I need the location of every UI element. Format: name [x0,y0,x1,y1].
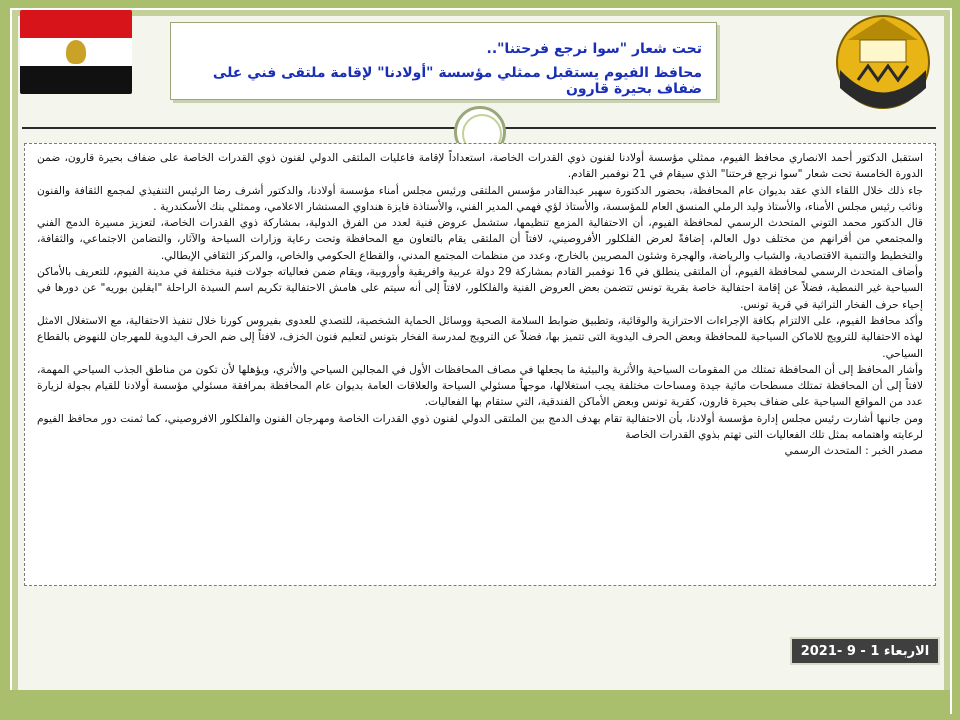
article-paragraph: وأضاف المتحدث الرسمي لمحافظة الفيوم، أن الملتقى ينطلق في 16 نوفمبر القادم بمشاركة 29 دولة عربية وافريقية وأوروبية، ويقام ضمن فعالياته جولات فنية مختلفة في مدينة الفيوم، للتعريف بالأماكن السياحية غير النمطية، فضلاً عن إقامة احتفالية خاصة بقرية تونس تتضمن بعض العروض الفنية والفلكلور، لافتاً إلى أنه سيتم على هامش الاحتفالية تكريم اسم السيدة الراحلة "ايفلين بوريه" عن دورها في إحياء حرف الفخار التراثية في قرية تونس. [37,266,924,311]
article-paragraph: جاء ذلك خلال اللقاء الذي عقد بديوان عام المحافظة، بحضور الدكتورة سهير عبدالقادر مؤسس الملتقى ورئيس مجلس أمناء مؤسسة أولادنا، والدكتور أشرف رضا الرئيس التنفيذي لمجمع الثقافة والفنون ونائب رئيس مجلس الأمناء، والأستاذ وليد الرملي المنسق العام للمؤسسة، والأستاذ لؤي فهمي المدير الفني، والأستاذة فايزة هنداوي المستشار الاعلامي، وممثلي بنك الأسكندرية . [37,184,923,213]
article-paragraph: استقبل الدكتور أحمد الانصاري محافظ الفيوم، ممثلي مؤسسة أولادنا لفنون ذوي القدرات الخاصة، استعداداً لإقامة فاعليات الملتقى الدولي لفنون ذوي القدرات الخاصة على ضفاف بحيرة قارون، ضمن الدورة الخامسة تحت شعار "سوا نرجع فرحتنا" الذي سيقام في 21 نوفمبر القادم. [37,152,923,181]
egypt-flag-icon [20,10,132,94]
fayoum-governorate-logo-icon [828,10,938,120]
headline-slogan: تحت شعار "سوا نرجع فرحتنا".. [486,41,702,57]
bottom-strip [10,690,950,714]
headline-title: محافظ الفيوم يستقبل ممثلي مؤسسة "أولادنا" لإقامة ملتقى فني على ضفاف بحيرة قارون [212,65,702,97]
article-paragraph: ومن جانبها أشارت رئيس مجلس إدارة مؤسسة أولادنا، بأن الاحتفالية تقام بهدف الدمج بين الملتقى الدولي لفنون ذوي القدرات الخاصة ومهرجان الفنون والفلكلور الافروصيني، كما ثمنت دور محافظ الفيوم لرعايته واهتمامه بمثل تلك الفعاليات التى تهتم بذوي القدرات الخاصة [37,412,923,442]
article-paragraph: وأكد محافظ الفيوم، على الالتزام بكافة الإجراءات الاحترازية والوقائية، وتطبيق ضوابط السلامة الصحية ووسائل الحماية الشخصية، للتصدي للعدوى بفيروس كورنا خلال تنفيذ الاحتفالية، مع الاستغلال الامثل لهذه الاحتفالية للترويج للاماكن السياحية للمحافظة وبعض الحرف اليدوية التى تتميز بها، فضلاً عن الترويج لمدرسة الفخار بتونس لتعليم فنون الخزف، لافتاً إلى ضم الحرف اليدوية للمهرجان للنهوض بالقطاع السياحي. [37,314,923,360]
article-source: مصدر الخبر : المتحدث الرسمي [784,445,923,458]
date-badge [790,637,940,665]
article-paragraph: قال الدكتور محمد التوني المتحدث الرسمي لمحافظة الفيوم، أن الاحتفالية المزمع تنظيمها، ستشمل عروض فنية لعدد من الفرق الدولية، بمشاركة ذوي القدرات الخاصة، لتعزيز مسيرة الدمج الفني والمجتمعي من أقرانهم من مختلف دول العالم، إضافةً لعرض الفلكلور الأفروصيني، لافتاً أن الملتقى يقام بالتعاون مع المحافظة وتحت رعاية وزارات السياحة والآثار، والتضامن الاجتماعي، والثقافة، والتخطيط والتنمية الاقتصادية، والشباب والرياضة، والهجرة وشئون المصريين بالخارج، وعدد من منظمات المجتمع المدني، والقطاع الحكومي والخاص، والمركز الثقافي الإيطالي. [37,217,923,262]
headline-box [170,22,717,100]
article-paragraph: وأشار المحافظ إلى أن المحافظة تمتلك من المقومات السياحية والأثرية والبيئية ما يجعلها في مصاف المحافظات الأول في المجالين السياحي والأثري، ويؤهلها لأن تكون من مناطق الجذب السياحي المهمة، لافتاً إلى أن المحافظة تمتلك مسطحات مائية جيدة ومساحات مختلفة يجب استغلالها، موجهاً مسئولي السياحة والعلاقات العامة بديوان عام المحافظة بمرافقة مسئولي مؤسسة أولادنا للقيام بجولة لزيارة عدد من المواقع السياحية على ضفاف بحيرة قارون، كقرية تونس وبعض الأماكن الفندقية، التي ستقام بها الفعاليات. [37,363,923,409]
article-body [24,143,936,586]
date-text: الاربعاء 1 - 9 -2021 [800,643,930,659]
